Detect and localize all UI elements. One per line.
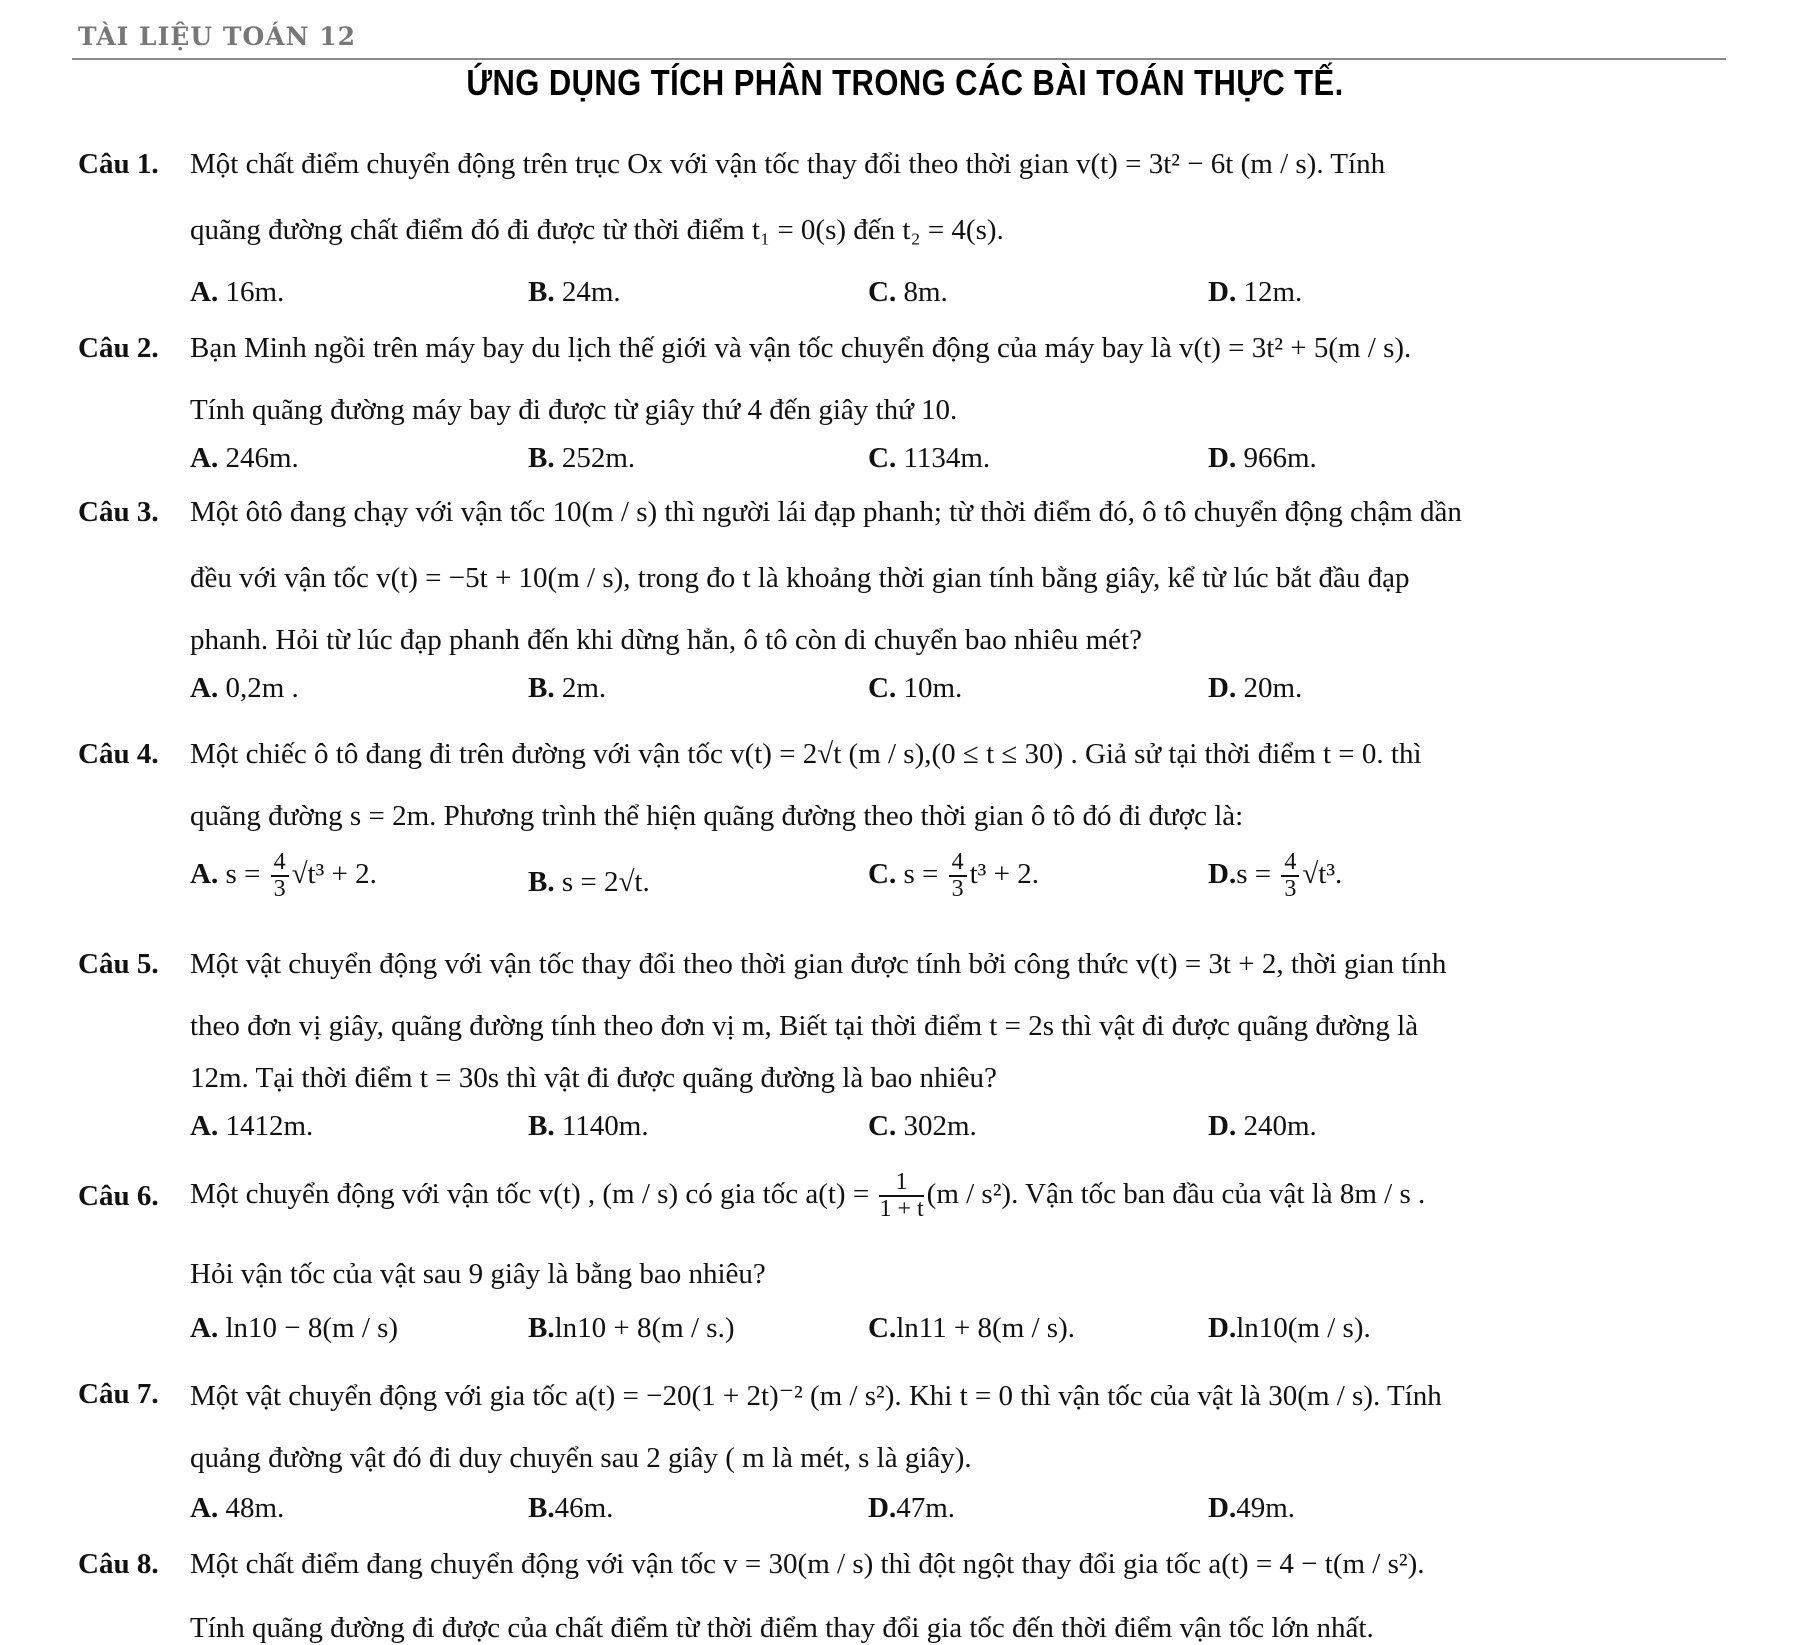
question-text-line: quãng đường chất điểm đó đi được từ thời điểm t₁ = 0(s) đến t₂ = 4(s). — [190, 214, 1004, 246]
option-a[interactable]: A. 1412m. — [190, 1110, 314, 1142]
option-a[interactable]: A. ln10 − 8(m / s) — [190, 1312, 399, 1344]
fraction: $\frac{1}{1 + t}$ — [879, 1169, 924, 1223]
header-divider — [72, 58, 1726, 60]
question-text-line: phanh. Hỏi từ lúc đạp phanh đến khi dừng hẳn, ô tô còn di chuyển bao nhiêu mét? — [190, 624, 1142, 656]
fraction: $\frac{4}{3}$ — [949, 850, 967, 902]
option-b[interactable]: B. 1140m. — [528, 1110, 649, 1142]
question-number: Câu 2. — [78, 332, 159, 364]
question-number: Câu 3. — [78, 496, 159, 528]
question-number: Câu 7. — [78, 1378, 159, 1410]
option-b[interactable]: B. 24m. — [528, 276, 621, 308]
question-text-line: Một vật chuyển động với vận tốc thay đổi theo thời gian được tính bởi công thức v(t) = 3t + 2, thời gian tính — [190, 948, 1447, 980]
question-text-line: Tính quãng đường máy bay đi được từ giây thứ 4 đến giây thứ 10. — [190, 394, 958, 426]
option-c[interactable]: C. 302m. — [868, 1110, 977, 1142]
option-b[interactable]: B. s = 2√t. — [528, 866, 650, 898]
option-a[interactable]: A. 16m. — [190, 276, 285, 308]
question-text-line: quãng đường s = 2m. Phương trình thể hiện quãng đường theo thời gian ô tô đó đi được là: — [190, 800, 1244, 832]
question-text-line: Hỏi vận tốc của vật sau 9 giây là bằng bao nhiêu? — [190, 1258, 766, 1290]
option-b[interactable]: B.46m. — [528, 1492, 614, 1524]
question-number: Câu 8. — [78, 1548, 159, 1580]
question-number: Câu 4. — [78, 738, 159, 770]
question-text-line: 12m. Tại thời điểm t = 30s thì vật đi được quãng đường là bao nhiêu? — [190, 1062, 997, 1094]
document-header-label: TÀI LIỆU TOÁN 12 — [78, 22, 356, 51]
question-text-line: đều với vận tốc v(t) = −5t + 10(m / s), trong đo t là khoảng thời gian tính bằng giây, kể từ lúc bắt đầu đạp — [190, 562, 1410, 594]
option-b[interactable]: B. 2m. — [528, 672, 607, 704]
option-a[interactable]: A. 0,2m . — [190, 672, 299, 704]
question-text-line: Một chất điểm đang chuyển động với vận tốc v = 30(m / s) thì đột ngột thay đổi gia tốc a(t) = 4 − t(m / s²). — [190, 1548, 1425, 1580]
option-d[interactable]: D. 12m. — [1208, 276, 1303, 308]
question-text-line: quảng đường vật đó đi duy chuyển sau 2 giây ( m là mét, s là giây). — [190, 1442, 972, 1474]
question-text-line-truncated: Tính quãng đường đi được của chất điểm từ thời điểm thay đổi gia tốc đến thời điểm vận tốc lớn nhất. — [190, 1612, 1374, 1644]
fraction: $\frac{4}{3}$ — [1281, 850, 1299, 902]
page-title: ỨNG DỤNG TÍCH PHÂN TRONG CÁC BÀI TOÁN THỰC TẾ. — [466, 62, 1344, 103]
option-d[interactable]: D.s = $\frac{4}{3}$ √t³. — [1208, 849, 1343, 903]
option-d[interactable]: D.ln10(m / s). — [1208, 1312, 1371, 1344]
fraction: $\frac{4}{3}$ — [271, 850, 289, 902]
question-text-line: Một vật chuyển động với gia tốc a(t) = −20(1 + 2t)⁻² (m / s²). Khi t = 0 thì vận tốc của vật là 30(m / s). Tính — [190, 1380, 1442, 1412]
question-number: Câu 1. — [78, 148, 159, 180]
option-a[interactable]: A. s = $\frac{4}{3}$ √t³ + 2. — [190, 849, 377, 903]
option-c[interactable]: D.47m. — [868, 1492, 956, 1524]
question-number: Câu 6. — [78, 1180, 159, 1212]
option-a[interactable]: A. 246m. — [190, 442, 299, 474]
option-b[interactable]: B. 252m. — [528, 442, 636, 474]
option-c[interactable]: C. 10m. — [868, 672, 963, 704]
question-number: Câu 5. — [78, 948, 159, 980]
option-b[interactable]: B.ln10 + 8(m / s.) — [528, 1312, 735, 1344]
option-c[interactable]: C. s = $\frac{4}{3}$ t³ + 2. — [868, 849, 1039, 903]
option-a[interactable]: A. 48m. — [190, 1492, 285, 1524]
question-text-line: theo đơn vị giây, quãng đường tính theo đơn vị m, Biết tại thời điểm t = 2s thì vật đi được quãng đường là — [190, 1010, 1419, 1042]
option-d[interactable]: D. 966m. — [1208, 442, 1317, 474]
question-text-line: Một chuyển động với vận tốc v(t) , (m / s) có gia tốc a(t) = $\frac{1}{1 + t}$ (m / s²). Vận tốc ban đầu của vật là 8m / s . — [190, 1169, 1426, 1223]
option-d[interactable]: D. 20m. — [1208, 672, 1303, 704]
question-text-line: Một chiếc ô tô đang đi trên đường với vận tốc v(t) = 2√t (m / s),(0 ≤ t ≤ 30) . Giả sử tại thời điểm t = 0. thì — [190, 738, 1422, 770]
option-d[interactable]: D.49m. — [1208, 1492, 1296, 1524]
question-text-line: Một ôtô đang chạy với vận tốc 10(m / s) thì người lái đạp phanh; từ thời điểm đó, ô tô chuyển động chậm dần — [190, 496, 1462, 528]
option-c[interactable]: C.ln11 + 8(m / s). — [868, 1312, 1076, 1344]
option-d[interactable]: D. 240m. — [1208, 1110, 1317, 1142]
question-text-line: Bạn Minh ngồi trên máy bay du lịch thế giới và vận tốc chuyển động của máy bay là v(t) = 3t² + 5(m / s). — [190, 332, 1412, 364]
question-text-line: Một chất điểm chuyển động trên trục Ox với vận tốc thay đổi theo thời gian v(t) = 3t² − 6t (m / s). Tính — [190, 148, 1386, 180]
option-c[interactable]: C. 8m. — [868, 276, 948, 308]
option-c[interactable]: C. 1134m. — [868, 442, 991, 474]
